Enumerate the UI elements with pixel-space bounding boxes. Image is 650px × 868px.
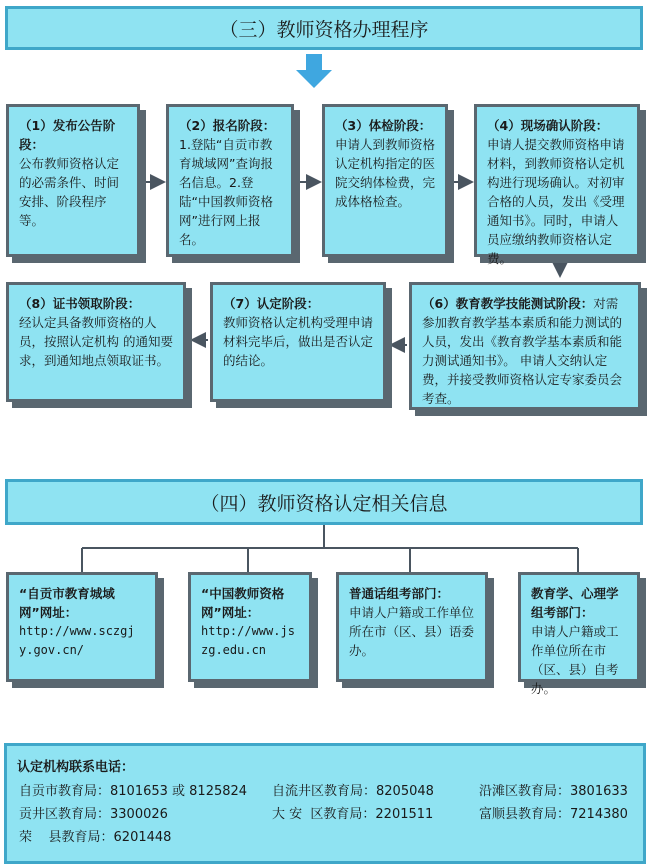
info-body: 申请人户籍或工作单位所在市（区、县）语委办。 xyxy=(349,605,475,658)
contact-item: 大 安 区教育局：2201511 xyxy=(272,807,434,822)
contacts-row xyxy=(17,826,633,849)
step-title: （4）现场确认阶段： xyxy=(487,118,609,133)
step-title: （7）认定阶段： xyxy=(223,296,320,311)
step-4-confirm xyxy=(474,104,640,266)
section3-title: （三）教师资格办理程序 xyxy=(5,6,643,50)
info-title: 教育学、心理学组考部门： xyxy=(531,586,619,620)
step-title: （2）报名阶段： xyxy=(179,118,276,133)
step-body: 申请人到教师资格认定机构指定的医院交纳体检费，完成体格检查。 xyxy=(335,137,436,209)
step-1-publish xyxy=(6,104,140,257)
step-body: 教师资格认定机构受理申请材料完毕后，做出是否认定的结论。 xyxy=(223,315,374,368)
down-arrow-icon xyxy=(296,54,332,88)
contact-item: 沿滩区教育局：3801633 xyxy=(479,784,628,799)
contact-item: 荣 县教育局：6201448 xyxy=(19,830,172,845)
section4-title: （四）教师资格认定相关信息 xyxy=(5,479,643,525)
info-url-link[interactable]: http://www.jszg.edu.cn xyxy=(201,624,295,657)
step-8-certificate xyxy=(6,282,186,402)
info-title: “中国教师资格网”网址： xyxy=(201,586,285,620)
contacts-row xyxy=(17,803,633,826)
contact-item: 自贡市教育局：8101653 或 8125824 xyxy=(19,784,248,799)
step-title: （6）教育教学技能测试阶段： xyxy=(422,296,594,311)
step-body: 公布教师资格认定的必需条件、时间安排、阶段程序等。 xyxy=(19,156,120,228)
info-box-zigong-site xyxy=(6,572,158,682)
contacts-panel xyxy=(4,743,646,864)
step-body: 对需参加教育教学基本素质和能力测试的人员，发出《教育教学基本素质和能力测试通知书》。 申请人交纳认定费，并接受教师资格认定专家委员会考查。 xyxy=(422,296,623,406)
step-title: （3）体检阶段： xyxy=(335,118,432,133)
step-title: （1）发布公告阶段： xyxy=(19,118,116,152)
contact-item: 富顺县教育局：7214380 xyxy=(479,807,628,822)
contacts-row xyxy=(17,780,633,803)
info-box-pedagogy-dept xyxy=(518,572,640,696)
step-body: 申请人提交教师资格申请材料，到教师资格认定机构进行现场确认。对初审合格的人员，发出《受理通知书》。同时，申请人员应缴纳教师资格认定费。 xyxy=(487,137,625,266)
info-title: 普通话组考部门： xyxy=(349,586,450,601)
info-box-mandarin-dept xyxy=(336,572,488,682)
step-3-medical xyxy=(322,104,448,257)
tree-lines xyxy=(82,525,578,572)
contact-item: 自流井区教育局：8205048 xyxy=(272,784,434,799)
step-body: 经认定具备教师资格的人员，按照认定机构 的通知要求，到通知地点领取证书。 xyxy=(19,315,173,368)
step-7-certify xyxy=(210,282,386,402)
step-title: （8）证书领取阶段： xyxy=(19,296,141,311)
step-2-register xyxy=(166,104,294,257)
info-box-china-site xyxy=(188,572,312,682)
step-body: 1.登陆“自贡市教育城域网”查询报名信息。2.登陆“中国教师资格网”进行网上报名。 xyxy=(179,137,273,247)
info-body: 申请人户籍或工作单位所在市（区、县）自考办。 xyxy=(531,624,619,696)
step-6-skill-test xyxy=(409,282,641,410)
contact-item: 贡井区教育局：3300026 xyxy=(19,807,168,822)
info-title: “自贡市教育城域网”网址： xyxy=(19,586,115,620)
info-url-link[interactable]: http://www.sczgjy.gov.cn/ xyxy=(19,624,135,657)
contacts-title: 认定机构联系电话： xyxy=(17,760,135,775)
